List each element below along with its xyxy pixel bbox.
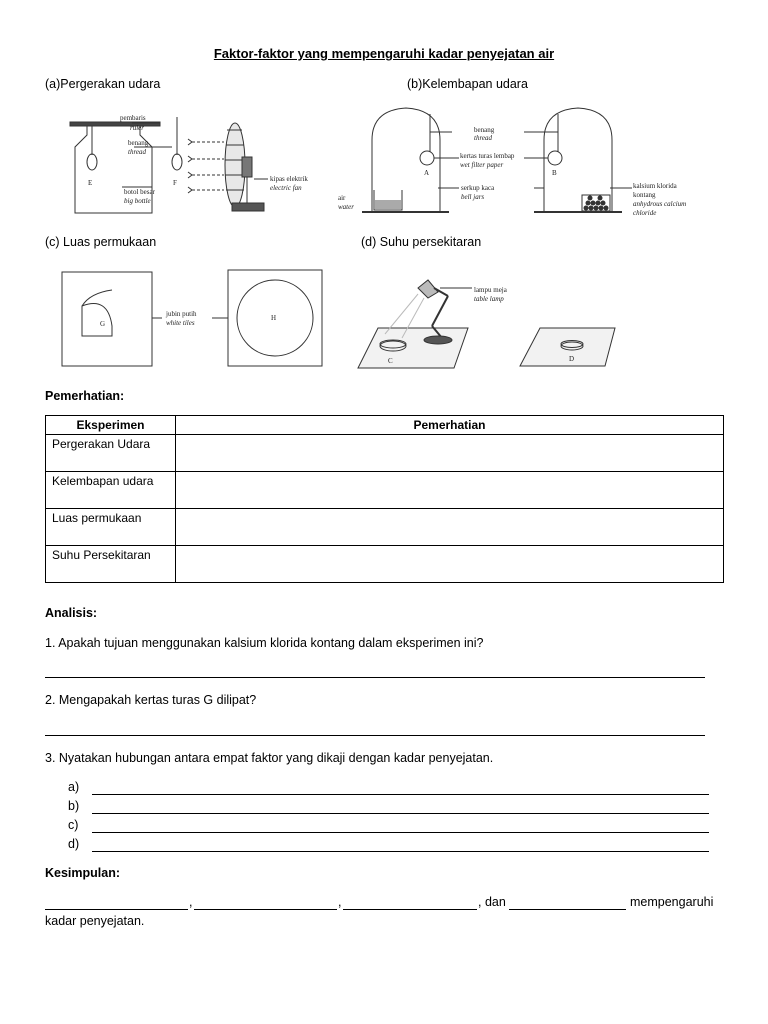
observation-cell[interactable] (176, 509, 724, 546)
answer-line-3d[interactable] (92, 850, 709, 852)
label-air: air (338, 194, 346, 202)
sub-label-a: a) (68, 780, 80, 794)
label-kalsium-klorida: kalsium klorida (633, 182, 677, 190)
row-label: Suhu Persekitaran (46, 546, 176, 583)
label-kertas-turas: kertas turas lembap (460, 152, 515, 160)
page-title: Faktor-faktor yang mempengaruhi kadar penyejatan air (213, 46, 555, 61)
diagram-air-humidity (334, 100, 709, 228)
label-table-lamp: table lamp (474, 295, 504, 303)
sub-label-d: d) (68, 837, 80, 851)
label-f: F (173, 179, 177, 187)
analysis-heading: Analisis: (45, 606, 98, 620)
label-kontang: kontang (633, 191, 656, 199)
diagram-air-movement (42, 105, 312, 215)
observation-table (45, 415, 724, 583)
conclusion-line-2: kadar penyejatan. (45, 914, 145, 928)
answer-line-2[interactable] (45, 734, 705, 736)
sub-label-b: b) (68, 799, 80, 813)
label-white-tiles: white tiles (166, 319, 195, 327)
observation-cell[interactable] (176, 546, 724, 583)
label-electric-fan: electric fan (270, 184, 302, 192)
label-g: G (100, 320, 106, 328)
table-row (46, 435, 724, 472)
label-b-thread: thread (474, 134, 493, 142)
answer-line-3b[interactable] (92, 812, 709, 814)
label-jubin-putih: jubin putih (166, 310, 197, 318)
label-e: E (88, 179, 93, 187)
label-d: D (569, 355, 575, 363)
label-serkup-kaca: serkup kaca (461, 184, 495, 192)
question-3: 3. Nyatakan hubungan antara empat faktor yang dikaji dengan kadar penyejatan. (45, 751, 494, 765)
conclusion-mempengaruhi: mempengaruhi (630, 895, 714, 909)
section-d-heading: (d) Suhu persekitaran (361, 235, 482, 249)
conclusion-blank-4[interactable] (509, 908, 626, 910)
label-benang: benang (128, 139, 149, 147)
section-b-heading: (b)Kelembapan udara (407, 77, 528, 91)
answer-line-3c[interactable] (92, 831, 709, 833)
label-pembaris: pembaris (120, 114, 146, 122)
table-row (46, 472, 724, 509)
conclusion-dan: , dan (478, 895, 506, 909)
observation-cell[interactable] (176, 435, 724, 472)
label-b: B (552, 169, 557, 177)
conclusion-comma-2: , (338, 895, 342, 909)
question-1: 1. Apakah tujuan menggunakan kalsium klorida kontang dalam eksperimen ini? (45, 636, 484, 650)
question-2: 2. Mengapakah kertas turas G dilipat? (45, 693, 257, 707)
row-label: Kelembapan udara (46, 472, 176, 509)
label-lampu-meja: lampu meja (474, 286, 507, 294)
label-botol-besar: botol besar (124, 188, 155, 196)
answer-line-1[interactable] (45, 676, 705, 678)
table-row (46, 546, 724, 583)
row-label: Pergerakan Udara (46, 435, 176, 472)
label-big-bottle: big bottle (124, 197, 151, 205)
label-c: C (388, 357, 393, 365)
label-chloride: chloride (633, 209, 657, 217)
section-a-heading: (a)Pergerakan udara (45, 77, 161, 91)
sub-label-c: c) (68, 818, 79, 832)
conclusion-heading: Kesimpulan: (45, 866, 121, 880)
label-h: H (271, 314, 277, 322)
label-a: A (424, 169, 430, 177)
conclusion-blank-3[interactable] (343, 908, 477, 910)
observation-heading: Pemerhatian: (45, 389, 125, 403)
label-wet-filter-paper: wet filter paper (460, 161, 504, 169)
table-header-row (46, 416, 724, 435)
table-row (46, 509, 724, 546)
label-thread: thread (128, 148, 147, 156)
answer-line-3a[interactable] (92, 793, 709, 795)
label-kipas: kipas elektrik (270, 175, 308, 183)
conclusion-comma-1: , (189, 895, 193, 909)
label-bell-jars: bell jars (461, 193, 485, 201)
column-header-eksperimen: Eksperimen (46, 416, 176, 435)
observation-cell[interactable] (176, 472, 724, 509)
diagram-surface-area (60, 268, 325, 370)
diagram-surrounding-temperature (350, 266, 640, 374)
section-c-heading: (c) Luas permukaan (45, 235, 157, 249)
column-header-pemerhatian: Pemerhatian (176, 416, 724, 435)
conclusion-blank-2[interactable] (194, 908, 337, 910)
label-water: water (338, 203, 354, 211)
label-anhydrous-calcium: anhydrous calcium (633, 200, 687, 208)
label-ruler: ruler (130, 124, 144, 132)
conclusion-blank-1[interactable] (45, 908, 188, 910)
label-b-benang: benang (474, 126, 495, 134)
row-label: Luas permukaan (46, 509, 176, 546)
